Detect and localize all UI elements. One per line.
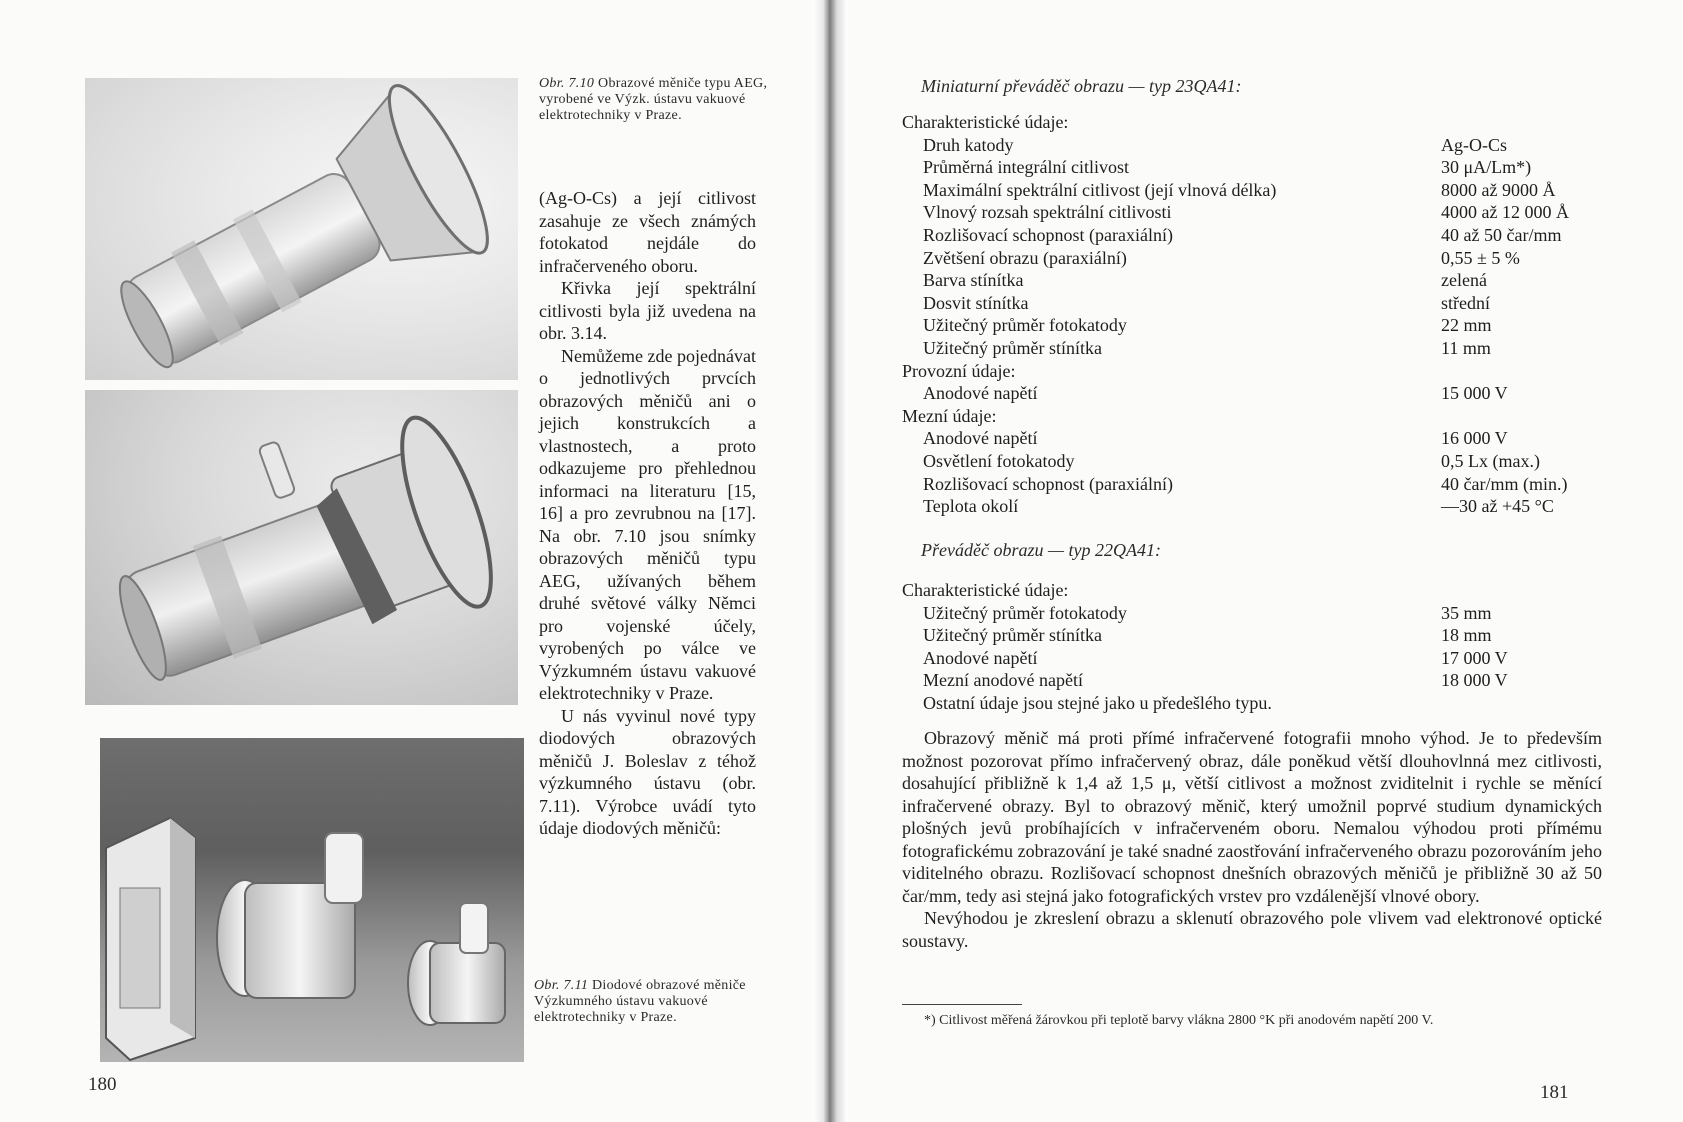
spec-row-value: 16 000 V	[1441, 428, 1508, 449]
spec-row-label: Mezní anodové napětí	[923, 670, 1083, 691]
spec-row-value	[1441, 579, 1602, 602]
spec-row	[902, 647, 1602, 670]
photo-aeg-converter-1	[85, 78, 518, 380]
spec-row-label: Anodové napětí	[923, 383, 1038, 404]
spec-row	[902, 495, 1602, 518]
spec-row-value: 17 000 V	[1441, 647, 1508, 668]
spec-row	[902, 624, 1602, 647]
spec-row-label: Rozlišovací schopnost (paraxiální)	[923, 473, 1173, 494]
spec-row-value	[1441, 111, 1602, 134]
spec-row-label: Teplota okolí	[923, 496, 1019, 517]
spec-row	[902, 405, 1602, 428]
spec-row-label: Užitečný průměr fotokatody	[923, 602, 1127, 623]
caption-figure-7-10-text: Obrazové měniče typu AEG, vyrobené ve Výzk. ústavu vakuové elektrotechniky v Praze.	[539, 76, 768, 123]
left-paragraph-3: Nemůžeme zde pojednávat o jednotlivých prvcích obrazových měničů ani o jejich konstrukcích a vlastnostech, a proto odkazujeme pro přehlednou informaci na literaturu [15, 16] a pro zevrubnou na [17]. Na obr. 7.10 jsou snímky obrazových měničů typu AEG, užívaných během druhé světové války Němci pro vojenské účely, vyrobených po válce ve Výzkumném ústavu vakuové elektrotechniky v Praze.	[539, 345, 756, 703]
spec-row	[902, 602, 1602, 625]
spec-row	[902, 337, 1602, 360]
spec-row-value	[1441, 360, 1602, 383]
spec-row-label: Vlnový rozsah spektrální citlivosti	[923, 202, 1172, 223]
spec-row-value: 4000 až 12 000 Å	[1441, 202, 1569, 223]
spec-row-value	[1441, 405, 1602, 428]
spec-row-value: 18 000 V	[1441, 670, 1508, 691]
spec-row	[902, 179, 1602, 202]
spec-row-label: Užitečný průměr stínítka	[923, 337, 1102, 358]
spec-row	[902, 224, 1602, 247]
spec-22qa41-table	[902, 579, 1602, 715]
spec-row	[902, 450, 1602, 473]
photo-diode-converters	[100, 738, 524, 1062]
spec-row-value: střední	[1441, 292, 1490, 313]
right-body-text	[902, 727, 1602, 952]
spec-row-value: 0,5 Lx (max.)	[1441, 450, 1540, 471]
right-paragraph-2: Nevýhodou je zkreslení obrazu a sklenutí obrazového pole vlivem vad elektronové optické soustavy.	[902, 908, 1602, 951]
spec-row-label: Užitečný průměr stínítka	[923, 625, 1102, 646]
spec-row	[902, 427, 1602, 450]
photo-diode-converters-drawing	[100, 738, 524, 1062]
page-number-right: 181	[1540, 1082, 1569, 1103]
spec-row-label: Mezní údaje:	[902, 405, 997, 426]
spec-row-value: 40 až 50 čar/mm	[1441, 224, 1562, 245]
footnote: *) Citlivost měřená žárovkou při teplotě barvy vlákna 2800 °K při anodovém napětí 200 V.	[924, 1013, 1434, 1028]
caption-figure-7-10	[539, 76, 775, 124]
spec-row-value: 8000 až 9000 Å	[1441, 179, 1556, 200]
spec-row	[902, 269, 1602, 292]
left-paragraph-2: Křivka její spektrální citlivosti byla již uvedena na obr. 3.14.	[539, 278, 756, 343]
left-column-text	[539, 187, 756, 840]
spec-row-label: Provozní údaje:	[902, 360, 1016, 381]
spec-row-label: Anodové napětí	[923, 647, 1038, 668]
spec-row	[902, 292, 1602, 315]
page-number-left: 180	[88, 1074, 117, 1095]
spec-23qa41-heading: Miniaturní převáděč obrazu — typ 23QA41:	[921, 76, 1242, 96]
right-page	[822, 0, 1683, 1122]
spec-row	[902, 692, 1602, 715]
spec-row	[902, 111, 1602, 134]
caption-figure-7-11	[534, 978, 770, 1026]
spec-row-label: Užitečný průměr fotokatody	[923, 315, 1127, 336]
photo-aeg-converter-2	[85, 390, 518, 705]
spec-row-value	[1441, 692, 1602, 715]
spec-row-value: 40 čar/mm (min.)	[1441, 473, 1568, 494]
spec-row	[902, 134, 1602, 157]
spec-row-value: —30 až +45 °C	[1441, 496, 1554, 517]
spec-row-label: Charakteristické údaje:	[902, 112, 1069, 132]
spec-row	[902, 382, 1602, 405]
spec-row	[902, 247, 1602, 270]
spec-row	[902, 669, 1602, 692]
spec-row	[902, 314, 1602, 337]
spec-row-value: 0,55 ± 5 %	[1441, 247, 1520, 268]
photo-aeg-converter-2-drawing	[85, 390, 518, 705]
spec-row-value: 15 000 V	[1441, 383, 1508, 404]
photo-aeg-converter-1-drawing	[85, 78, 518, 380]
spec-row-label: Ostatní údaje jsou stejné jako u předešlého typu.	[923, 692, 1272, 713]
spec-row-label: Osvětlení fotokatody	[923, 450, 1075, 471]
left-paragraph-4: U nás vyvinul nové typy diodových obrazových měničů J. Boleslav z téhož výzkumného ústavu (obr. 7.11). Výrobce uvádí tyto údaje diodových měničů:	[539, 705, 756, 838]
spec-row-label: Maximální spektrální citlivost (její vlnová délka)	[923, 179, 1277, 200]
spec-row-value: 30 μA/Lm*)	[1441, 157, 1532, 178]
left-page	[0, 0, 822, 1122]
caption-figure-7-10-label: Obr. 7.10	[539, 76, 595, 91]
spec-row-value: 22 mm	[1441, 315, 1492, 336]
right-paragraph-1: Obrazový měnič má proti přímé infračervené fotografii mnoho výhod. Je to především možnost pozorovat přímo infračervený obraz, dále poněkud větší dlouhovlnná mez citlivosti, dosahující přibližně k 1,4 až 1,5 μ, větší citlivost a možnost zviditelnit i rychle se měnící infračervené obrazy. Byl to obrazový měnič, který umožnil poprvé studium dynamických plošných jevů probíhajících v infračerveném oboru. Nemalou výhodou proti přímému fotografickému zobrazování je také snadné zaostřování infračerveného obrazu pozorováním jeho viditelného obrazu. Rozlišovací schopnost dnešních obrazových měničů je přibližně 30 až 50 čar/mm, tedy asi stejná jako fotografických vrstev pro vzdálenější vlnové obory.	[902, 728, 1602, 906]
spec-row-label: Zvětšení obrazu (paraxiální)	[923, 247, 1127, 268]
caption-figure-7-11-label: Obr. 7.11	[534, 978, 589, 993]
spec-row-label: Průměrná integrální citlivost	[923, 157, 1129, 178]
left-paragraph-1: (Ag-O-Cs) a její citlivost zasahuje ze všech známých fotokatod nejdále do infračerveného oboru.	[539, 188, 756, 276]
footnote-rule	[902, 1004, 1022, 1005]
spec-row-value: 35 mm	[1441, 602, 1492, 623]
book-gutter	[813, 0, 847, 1122]
spec-row	[902, 473, 1602, 496]
spec-row-label: Rozlišovací schopnost (paraxiální)	[923, 224, 1173, 245]
spec-row	[902, 579, 1602, 602]
spec-row-label: Anodové napětí	[923, 428, 1038, 449]
spec-row-label: Charakteristické údaje:	[902, 580, 1069, 600]
spec-row-label: Dosvit stínítka	[923, 292, 1029, 313]
spec-23qa41-table	[902, 111, 1602, 518]
spec-row-value: 18 mm	[1441, 625, 1492, 646]
spec-row-value: 11 mm	[1441, 337, 1491, 358]
spec-22qa41-heading: Převáděč obrazu — typ 22QA41:	[921, 540, 1161, 560]
caption-figure-7-11-text: Diodové obrazové měniče Výzkumného ústavu vakuové elektrotechniky v Praze.	[534, 978, 746, 1025]
spec-row-value: Ag-O-Cs	[1441, 134, 1507, 155]
spec-row	[902, 156, 1602, 179]
spec-row-label: Barva stínítka	[923, 270, 1024, 291]
spec-row	[902, 360, 1602, 383]
spec-row-value: zelená	[1441, 270, 1487, 291]
spec-row	[902, 201, 1602, 224]
spec-row-label: Druh katody	[923, 134, 1014, 155]
